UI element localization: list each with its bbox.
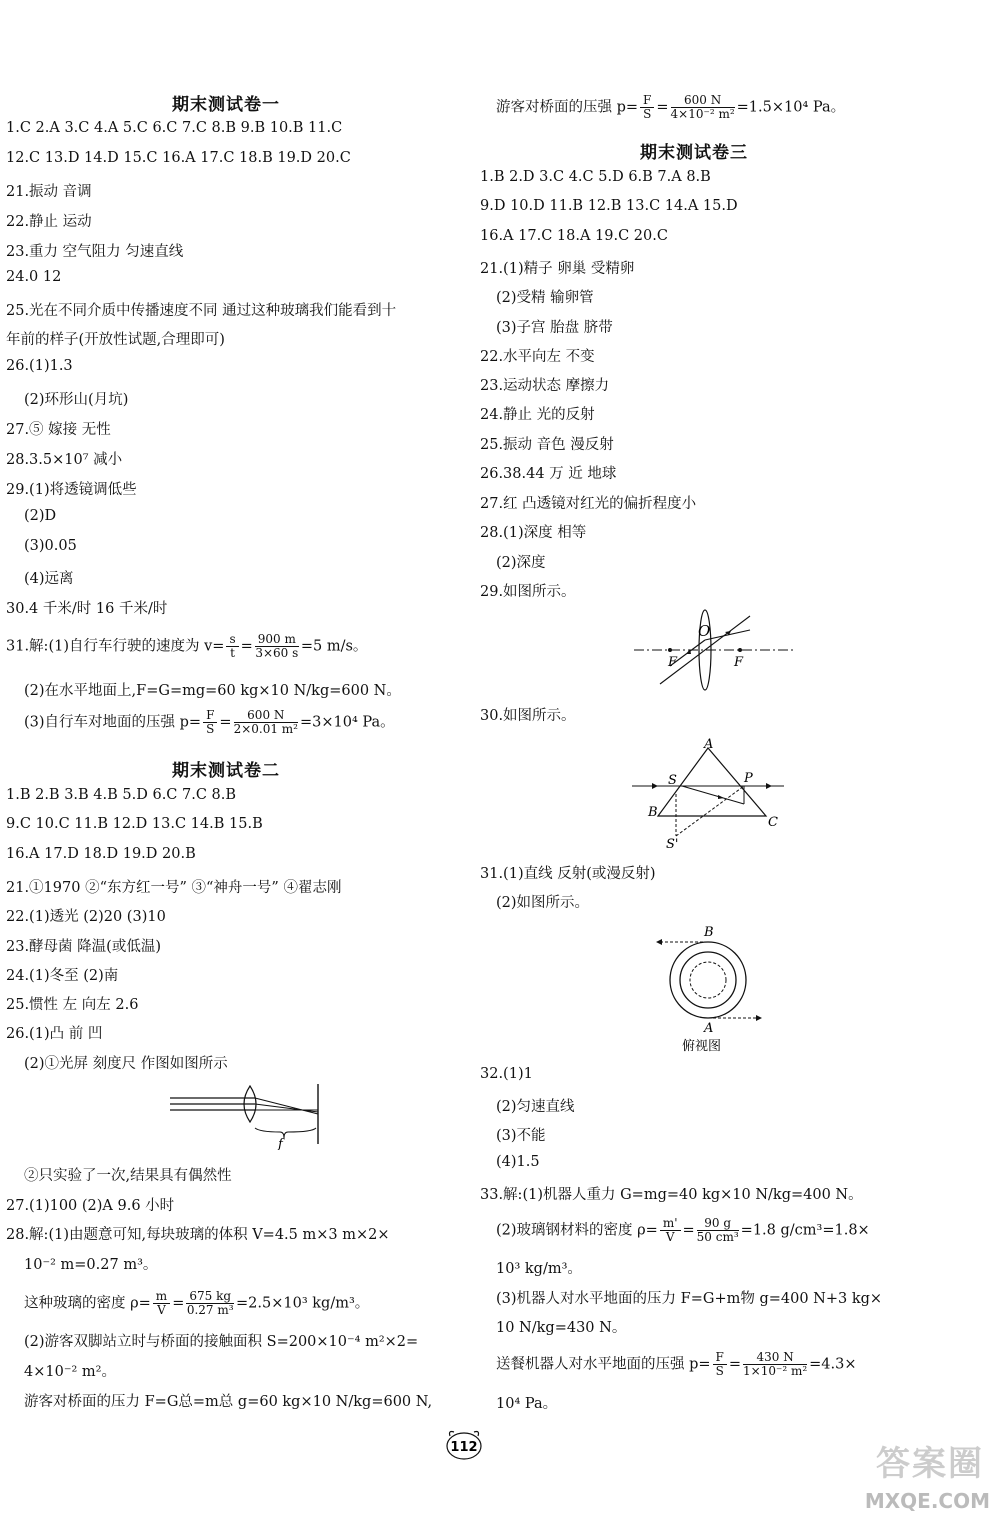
answer-line: 21.振动 音调: [6, 184, 92, 200]
vertex-b-label: B: [648, 805, 658, 820]
answer-line: 30.如图所示。: [480, 708, 576, 724]
answer-line: 29.(1)将透镜调低些: [6, 482, 137, 498]
answer-line: 年前的样子(开放性试题,合理即可): [6, 332, 225, 348]
fraction: $\frac{s}{t}$: [226, 633, 238, 660]
answer-line: 26.(1)1.3: [6, 358, 73, 374]
answer-line: (2)受精 输卵管: [496, 290, 594, 306]
ring-diagram-31: [654, 922, 774, 1058]
answer-line: 16.A 17.C 18.A 19.C 20.C: [480, 228, 668, 244]
answer-line: (2)游客双脚站立时与桥面的接触面积 S=200×10⁻⁴ m²×2=: [24, 1334, 419, 1350]
clock-icon: [444, 1428, 484, 1462]
point-s-label: S: [668, 773, 677, 788]
answer-line: (3)0.05: [24, 538, 77, 554]
answer-line-31-3: (3)自行车对地面的压强 p= $\frac{F}{S}$ = $\frac{600 N}{\text{2×0.01 m²}}$ =3×10⁴ Pa。: [24, 708, 395, 736]
answer-line-33-pressure: 送餐机器人对水平地面的压强 p= $\frac{F}{S}$ = $\frac{430 N}{\text{1×10⁻² m²}}$ =4.3×: [496, 1350, 857, 1378]
answer-line: 16.A 17.D 18.D 19.D 20.B: [6, 846, 196, 862]
answer-line: (2)D: [24, 508, 57, 524]
fraction: $\frac{m}{V}$: [153, 1290, 170, 1317]
answer-line: 23.重力 空气阻力 匀速直线: [6, 244, 184, 260]
exam-title-2: 期末测试卷二: [172, 761, 280, 781]
focus-left-label: F: [668, 655, 678, 670]
exam-title-3: 期末测试卷三: [640, 143, 748, 163]
focal-label: f: [278, 1137, 283, 1150]
vertex-c-label: C: [768, 815, 778, 830]
answer-line: 1.B 2.B 3.B 4.B 5.D 6.C 7.C 8.B: [6, 787, 237, 803]
answer-line: 22.静止 运动: [6, 214, 92, 230]
answer-line: 29.如图所示。: [480, 584, 576, 600]
answer-line: 10³ kg/m³。: [496, 1261, 582, 1277]
answer-line: 25.光在不同介质中传播速度不同 通过这种玻璃我们能看到十: [6, 303, 397, 319]
answer-line: 31.(1)直线 反射(或漫反射): [480, 866, 656, 882]
fraction: $\frac{F}{S}$: [640, 94, 654, 121]
fraction: $\frac{430 N}{\text{1×10⁻² m²}}$: [743, 1350, 808, 1378]
image-s-label: S': [666, 837, 679, 852]
answer-line-pressure: 游客对桥面的压强 p= $\frac{F}{S}$ = $\frac{600 N}{\text{4×10⁻² m²}}$ =1.5×10⁴ Pa。: [496, 93, 846, 121]
fraction: $\frac{675 kg}{\text{0.27 m³}}$: [186, 1289, 234, 1317]
point-a-label: A: [704, 1021, 714, 1036]
answer-line: 24.0 12: [6, 269, 62, 285]
point-p-label: P: [744, 771, 753, 786]
answer-line: (3)机器人对水平地面的压力 F=G+m物 g=400 N+3 kg×: [496, 1291, 883, 1307]
fraction: $\frac{900 m}{3\times 60 s}$: [255, 632, 299, 660]
svg-text:112: 112: [450, 1440, 478, 1455]
answer-line: 23.运动状态 摩擦力: [480, 378, 610, 394]
answer-line: (2)环形山(月坑): [24, 392, 129, 408]
answer-line: 24.(1)冬至 (2)南: [6, 968, 119, 984]
fraction: $\frac{600 N}{\text{2×0.01 m²}}$: [233, 708, 298, 736]
answer-line: 10⁻² m=0.27 m³。: [24, 1257, 158, 1273]
fraction: $\frac{90 g}{\text{50 cm³}}$: [696, 1216, 739, 1244]
answer-line: 28.3.5×10⁷ 减小: [6, 452, 123, 468]
answer-line: 25.惯性 左 向左 2.6: [6, 997, 139, 1013]
answer-line: 10 N/kg=430 N。: [496, 1320, 627, 1336]
exam-title-1: 期末测试卷一: [172, 95, 280, 115]
answer-line: 28.(1)深度 相等: [480, 525, 587, 541]
lens-diagram-26: [150, 1080, 330, 1150]
answer-line: (2)在水平地面上,F=G=mg=60 kg×10 N/kg=600 N。: [24, 683, 401, 699]
answer-line: 9.D 10.D 11.B 12.B 13.C 14.A 15.D: [480, 198, 738, 214]
fraction: $\frac{F}{S}$: [203, 709, 217, 736]
answer-line: 30.4 千米/时 16 千米/时: [6, 601, 168, 617]
answer-line: 9.C 10.C 11.B 12.D 13.C 14.B 15.B: [6, 816, 263, 832]
answer-line: 33.解:(1)机器人重力 G=mg=40 kg×10 N/kg=400 N。: [480, 1187, 863, 1203]
answer-line: 10⁴ Pa。: [496, 1396, 558, 1412]
vertex-a-label: A: [704, 737, 714, 752]
answer-line: 4×10⁻² m²。: [24, 1364, 116, 1380]
answer-line: 1.B 2.D 3.C 4.C 5.D 6.B 7.A 8.B: [480, 169, 711, 185]
answer-line: 24.静止 光的反射: [480, 407, 595, 423]
answer-line: 25.振动 音色 漫反射: [480, 437, 614, 453]
answer-line-31-1: 31.解:(1)自行车行驶的速度为 v= $\frac{s}{t}$ = $\frac{900 m}{3\times 60 s}$ =5 m/s。: [6, 632, 368, 660]
answer-line: 26.38.44 万 近 地球: [480, 466, 617, 482]
answer-line: 21.①1970 ②“东方红一号” ③“神舟一号” ④翟志刚: [6, 880, 342, 896]
prism-diagram-30: [628, 736, 798, 852]
answer-line: 28.解:(1)由题意可知,每块玻璃的体积 V=4.5 m×3 m×2×: [6, 1227, 390, 1243]
answer-line-28-density: 这种玻璃的密度 ρ= $\frac{m}{V}$ = $\frac{675 kg}{\text{0.27 m³}}$ =2.5×10³ kg/m³。: [24, 1289, 370, 1317]
answer-line: (4)远离: [24, 571, 74, 587]
watermark-url: MXQE.COM: [864, 1489, 990, 1513]
answer-line: 27.红 凸透镜对红光的偏折程度小: [480, 496, 697, 512]
answer-line: 32.(1)1: [480, 1066, 533, 1082]
answer-line: ②只实验了一次,结果具有偶然性: [24, 1168, 232, 1184]
watermark-logo: 答案圈: [876, 1444, 984, 1484]
answer-line: (2)匀速直线: [496, 1099, 575, 1115]
fraction: $\frac{m'}{V}$: [660, 1217, 681, 1244]
point-b-label: B: [704, 925, 714, 940]
fraction: $\frac{600 N}{\text{4×10⁻² m²}}$: [670, 93, 735, 121]
answer-line: (3)不能: [496, 1128, 546, 1144]
fraction: $\frac{F}{S}$: [713, 1351, 727, 1378]
answer-line-33-density: (2)玻璃钢材料的密度 ρ= $\frac{m'}{V}$ = $\frac{90 g}{\text{50 cm³}}$ =1.8 g/cm³=1.8×: [496, 1216, 870, 1244]
focus-right-label: F: [734, 655, 744, 670]
answer-line: 1.C 2.A 3.C 4.A 5.C 6.C 7.C 8.B 9.B 10.B 11.C: [6, 120, 343, 136]
page-number: [444, 1428, 484, 1462]
answer-line: 游客对桥面的压力 F=G总=m总 g=60 kg×10 N/kg=600 N,: [24, 1394, 433, 1410]
answer-line: 22.(1)透光 (2)20 (3)10: [6, 909, 166, 925]
answer-line: (4)1.5: [496, 1154, 540, 1170]
answer-line: 12.C 13.D 14.D 15.C 16.A 17.C 18.B 19.D 20.C: [6, 150, 351, 166]
answer-line: 27.⑤ 嫁接 无性: [6, 422, 111, 438]
optical-center-label: O: [698, 622, 711, 640]
answer-line: (3)子宫 胎盘 脐带: [496, 320, 613, 336]
top-view-caption: 俯视图: [682, 1039, 722, 1054]
answer-line: 22.水平向左 不变: [480, 349, 595, 365]
answer-line: 26.(1)凸 前 凹: [6, 1026, 103, 1042]
answer-line: (2)如图所示。: [496, 895, 590, 911]
answer-line: 23.酵母菌 降温(或低温): [6, 939, 161, 955]
answer-line: (2)①光屏 刻度尺 作图如图所示: [24, 1056, 228, 1072]
convex-lens-diagram-29: [630, 604, 800, 694]
answer-line: (2)深度: [496, 555, 546, 571]
answer-line: 27.(1)100 (2)A 9.6 小时: [6, 1198, 175, 1214]
answer-line: 21.(1)精子 卵巢 受精卵: [480, 261, 635, 277]
